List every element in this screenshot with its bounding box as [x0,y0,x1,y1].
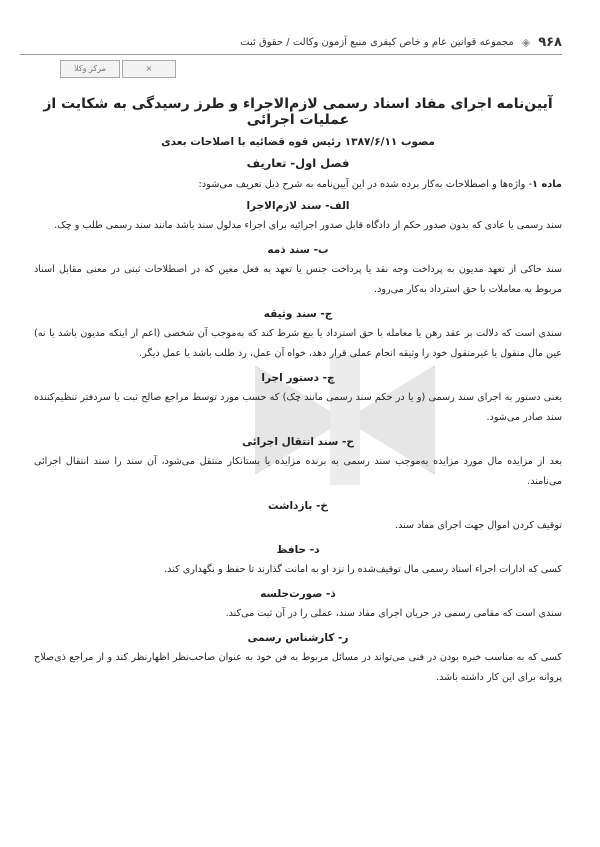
definition-text: سندی است که دلالت بر عقد رهن یا معامله با حق استرداد یا بیع شرط کند که به‌موجب آن شخصی (اعم از اینکه مدیون باشد یا نه) عین مال منقول یا غیرمنقول خود را وثیقه انجام عملی قرار دهد، خواه آن عمل، رد طلب باشد یا عمل دیگر. [34,328,562,359]
definition-text: سند حاکی از تعهد مدیون به پرداخت وجه نقد یا پرداخت جنس یا تعهد به فعل معین که در اصطلاحات ثبتی در معنی مقابل اسناد مربوط به معاملات با حق استرداد به‌کار می‌رود. [34,264,562,295]
document-subtitle: مصوب ۱۳۸۷/۶/۱۱ رئیس قوه قضائیه با اصلاحات بعدی [161,136,435,148]
definition-item [34,588,562,624]
definition-item [34,200,562,236]
definition-heading: خ- بازداشت [268,500,328,512]
book-title: مجموعه قوانین عام و خاص کیفری منبع آزمون وکالت / حقوق ثبت [240,36,514,48]
document-title: آیین‌نامه اجرای مفاد اسناد رسمی لازم‌الاجراء و طرز رسیدگی به شکایت از عملیات اجرائی [43,96,553,128]
definition-heading: ر- کارشناس رسمی [247,632,349,644]
page-header [20,30,562,54]
definition-item [34,544,562,580]
definition-text: توقیف کردن اموال جهت اجرای مفاد سند. [395,520,562,531]
definition-heading: ذ- صورت‌جلسه [260,588,336,600]
definition-item [34,372,562,428]
document-content [34,96,562,696]
definition-text: سند رسمی یا عادی که بدون صدور حکم از دادگاه قابل صدور اجرائیه برای اجراء مدلول سند باشد مانند سند رسمی طلب و چک. [54,220,562,231]
article-intro [34,176,562,194]
definition-heading: د- حافظ [276,544,320,556]
definition-heading: چ- دستور اجرا [261,372,335,384]
article-intro-text: - واژه‌ها و اصطلاحات به‌کار برده شده در این آیین‌نامه به شرح ذیل تعریف می‌شود: [198,179,533,190]
page-number: ۹۶۸ [538,34,562,50]
definition-item [34,632,562,688]
definition-text: یعنی دستور به اجرای سند رسمی (و یا در حکم سند رسمی مانند چک) که حسب مورد توسط مراجع صالح ثبت یا سردفتر تنظیم‌کننده سند صادر می‌شود. [34,392,562,423]
definition-text: کسی که به مناسب خبره بودن در فنی می‌تواند در مسائل مربوط به فن خود به عنوان صاحب‌نظر اظهارنظر کند و از مراجع ذی‌صلاح پروانه برای این کار داشته باشد. [34,652,562,683]
definition-item [34,436,562,492]
header-divider [20,54,562,55]
diamond-ornament-icon: ◈ [521,35,531,49]
definition-text: سندی است که مقامی رسمی در جریان اجرای مفاد سند، عملی را در آن ثبت می‌کند. [225,608,562,619]
definition-heading: ح- سند انتقال اجرائی [242,436,354,448]
watermark-tab-left: مرکز وکلا [60,60,120,78]
definition-text: بعد از مزایده مال مورد مزایده به‌موجب سند رسمی به برنده مزایده یا بستانکار منتقل می‌شود، آن سند را سند انتقال اجرائی می‌نامند. [34,456,562,487]
article-label: ماده ۱ [532,179,562,190]
definition-text: کسی که ادارات اجراء اسناد رسمی مال توقیف‌شده را نزد او به امانت گذارند تا حفظ و نگهداری کند. [164,564,562,575]
definition-item [34,308,562,364]
definition-item [34,244,562,300]
chapter-heading: فصل اول- تعاریف [246,156,350,170]
watermark-tab-right: × [122,60,176,78]
definition-heading: ب- سند ذمه [267,244,329,256]
definition-heading: ج- سند وثیقه [263,308,333,320]
definition-heading: الف- سند لازم‌الاجرا [246,200,350,212]
definition-item [34,500,562,536]
